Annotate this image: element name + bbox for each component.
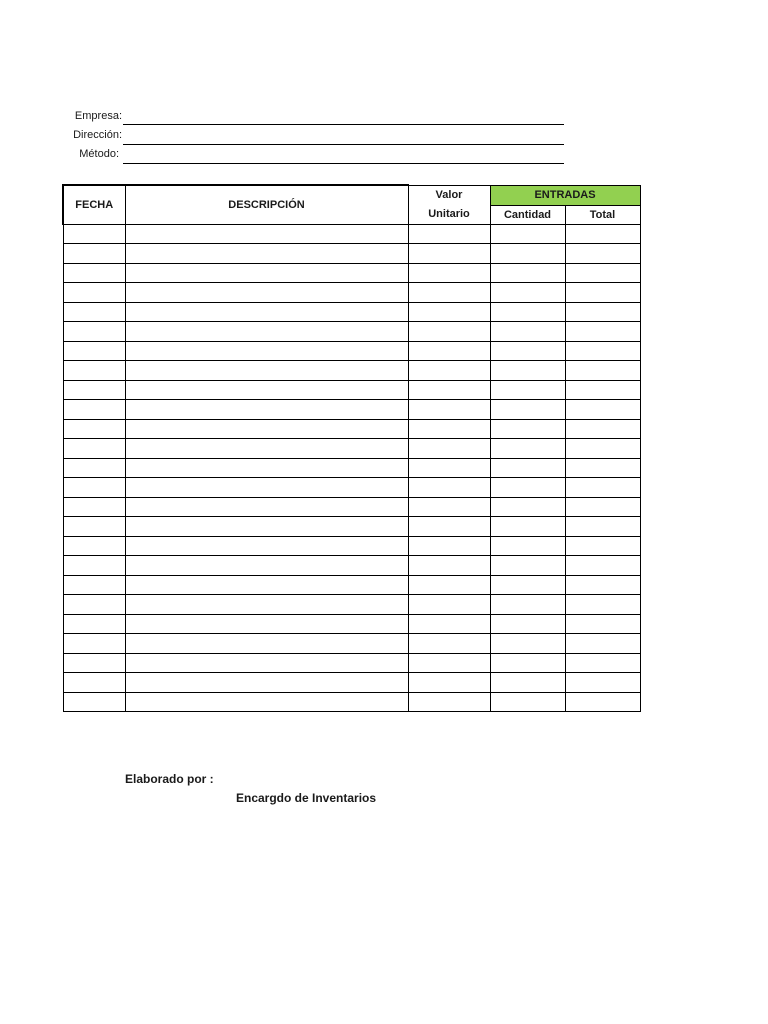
metodo-label: Método: <box>79 148 119 160</box>
table-row <box>63 380 640 400</box>
cell-descripcion[interactable] <box>125 478 408 498</box>
cell-cantidad[interactable] <box>490 692 565 712</box>
cell-valor[interactable] <box>408 614 490 634</box>
col-unitario-header: Unitario <box>408 205 490 224</box>
cell-descripcion[interactable] <box>125 653 408 673</box>
cell-valor[interactable] <box>408 322 490 342</box>
cell-cantidad[interactable] <box>490 224 565 244</box>
cell-cantidad[interactable] <box>490 439 565 459</box>
table-row <box>63 224 640 244</box>
col-total-header: Total <box>565 205 640 224</box>
table-row <box>63 341 640 361</box>
cell-valor[interactable] <box>408 302 490 322</box>
cell-total[interactable] <box>565 361 640 381</box>
cell-cantidad[interactable] <box>490 595 565 615</box>
cell-total[interactable] <box>565 400 640 420</box>
cell-descripcion[interactable] <box>125 614 408 634</box>
cell-cantidad[interactable] <box>490 302 565 322</box>
cell-descripcion[interactable] <box>125 458 408 478</box>
metodo-field[interactable] <box>123 163 564 164</box>
table-row <box>63 595 640 615</box>
cell-valor[interactable] <box>408 224 490 244</box>
cell-valor[interactable] <box>408 283 490 303</box>
cell-valor[interactable] <box>408 556 490 576</box>
cell-fecha[interactable] <box>63 536 125 556</box>
table-row <box>63 283 640 303</box>
cell-total[interactable] <box>565 556 640 576</box>
table-row <box>63 302 640 322</box>
cell-total[interactable] <box>565 517 640 537</box>
cell-descripcion[interactable] <box>125 400 408 420</box>
cell-cantidad[interactable] <box>490 244 565 264</box>
cell-descripcion[interactable] <box>125 224 408 244</box>
cell-valor[interactable] <box>408 458 490 478</box>
cell-cantidad[interactable] <box>490 341 565 361</box>
cell-fecha[interactable] <box>63 614 125 634</box>
table-row <box>63 692 640 712</box>
cell-valor[interactable] <box>408 692 490 712</box>
cell-fecha[interactable] <box>63 458 125 478</box>
cell-total[interactable] <box>565 653 640 673</box>
table-row <box>63 634 640 654</box>
cell-valor[interactable] <box>408 400 490 420</box>
cell-cantidad[interactable] <box>490 419 565 439</box>
cell-cantidad[interactable] <box>490 634 565 654</box>
cell-fecha[interactable] <box>63 673 125 693</box>
cell-total[interactable] <box>565 322 640 342</box>
table-row <box>63 400 640 420</box>
table-row <box>63 439 640 459</box>
cell-descripcion[interactable] <box>125 556 408 576</box>
table-row <box>63 653 640 673</box>
cell-cantidad[interactable] <box>490 536 565 556</box>
table-row <box>63 497 640 517</box>
cell-descripcion[interactable] <box>125 419 408 439</box>
cell-cantidad[interactable] <box>490 673 565 693</box>
cell-cantidad[interactable] <box>490 322 565 342</box>
cell-valor[interactable] <box>408 517 490 537</box>
cell-fecha[interactable] <box>63 263 125 283</box>
table-row <box>63 575 640 595</box>
cell-valor[interactable] <box>408 497 490 517</box>
cell-cantidad[interactable] <box>490 653 565 673</box>
cell-fecha[interactable] <box>63 361 125 381</box>
cell-total[interactable] <box>565 575 640 595</box>
col-valor-header: Valor <box>408 185 490 205</box>
cell-total[interactable] <box>565 224 640 244</box>
table-row <box>63 419 640 439</box>
cell-fecha[interactable] <box>63 419 125 439</box>
cell-total[interactable] <box>565 478 640 498</box>
cell-valor[interactable] <box>408 595 490 615</box>
table-row <box>63 536 640 556</box>
cell-total[interactable] <box>565 595 640 615</box>
table-row <box>63 478 640 498</box>
col-descripcion-header: DESCRIPCIÓN <box>125 185 408 224</box>
cell-descripcion[interactable] <box>125 439 408 459</box>
cell-fecha[interactable] <box>63 400 125 420</box>
cell-total[interactable] <box>565 263 640 283</box>
cell-valor[interactable] <box>408 361 490 381</box>
cell-descripcion[interactable] <box>125 536 408 556</box>
cell-valor[interactable] <box>408 380 490 400</box>
cell-valor[interactable] <box>408 419 490 439</box>
cell-valor[interactable] <box>408 478 490 498</box>
table-body <box>63 224 640 712</box>
cell-total[interactable] <box>565 283 640 303</box>
cell-total[interactable] <box>565 497 640 517</box>
cell-total[interactable] <box>565 419 640 439</box>
cell-descripcion[interactable] <box>125 497 408 517</box>
cell-cantidad[interactable] <box>490 283 565 303</box>
cell-cantidad[interactable] <box>490 400 565 420</box>
cell-total[interactable] <box>565 634 640 654</box>
cell-valor[interactable] <box>408 244 490 264</box>
cell-fecha[interactable] <box>63 634 125 654</box>
cell-total[interactable] <box>565 341 640 361</box>
col-cantidad-header: Cantidad <box>490 205 565 224</box>
table-row <box>63 556 640 576</box>
cell-cantidad[interactable] <box>490 497 565 517</box>
cell-descripcion[interactable] <box>125 634 408 654</box>
cell-valor[interactable] <box>408 673 490 693</box>
cell-total[interactable] <box>565 439 640 459</box>
table-header-row <box>63 185 640 205</box>
cell-fecha[interactable] <box>63 692 125 712</box>
cell-total[interactable] <box>565 536 640 556</box>
cell-descripcion[interactable] <box>125 244 408 264</box>
cell-cantidad[interactable] <box>490 556 565 576</box>
cell-valor[interactable] <box>408 575 490 595</box>
cell-total[interactable] <box>565 302 640 322</box>
cell-total[interactable] <box>565 692 640 712</box>
cell-cantidad[interactable] <box>490 517 565 537</box>
cell-total[interactable] <box>565 380 640 400</box>
cell-cantidad[interactable] <box>490 575 565 595</box>
cell-fecha[interactable] <box>63 341 125 361</box>
table-row <box>63 517 640 537</box>
cell-valor[interactable] <box>408 634 490 654</box>
cargo-label: Encargdo de Inventarios <box>236 791 377 805</box>
cell-total[interactable] <box>565 458 640 478</box>
table-row <box>63 673 640 693</box>
cell-descripcion[interactable] <box>125 322 408 342</box>
cell-descripcion[interactable] <box>125 283 408 303</box>
cell-fecha[interactable] <box>63 517 125 537</box>
cell-descripcion[interactable] <box>125 380 408 400</box>
cell-fecha[interactable] <box>63 224 125 244</box>
cell-descripcion[interactable] <box>125 517 408 537</box>
cell-fecha[interactable] <box>63 595 125 615</box>
empresa-field[interactable] <box>123 124 564 125</box>
table-row <box>63 614 640 634</box>
cell-fecha[interactable] <box>63 478 125 498</box>
cell-cantidad[interactable] <box>490 614 565 634</box>
elaborado-label: Elaborado por : <box>125 772 214 786</box>
entradas-group-header: ENTRADAS <box>490 185 640 205</box>
table-row <box>63 244 640 264</box>
cell-descripcion[interactable] <box>125 341 408 361</box>
direccion-field[interactable] <box>123 144 564 145</box>
cell-fecha[interactable] <box>63 575 125 595</box>
cell-fecha[interactable] <box>63 302 125 322</box>
table-row <box>63 263 640 283</box>
cell-fecha[interactable] <box>63 322 125 342</box>
cell-descripcion[interactable] <box>125 595 408 615</box>
cell-valor[interactable] <box>408 653 490 673</box>
cell-descripcion[interactable] <box>125 673 408 693</box>
cell-total[interactable] <box>565 244 640 264</box>
cell-fecha[interactable] <box>63 244 125 264</box>
cell-valor[interactable] <box>408 439 490 459</box>
table-row <box>63 361 640 381</box>
inventory-table <box>62 184 641 712</box>
cell-fecha[interactable] <box>63 380 125 400</box>
cell-fecha[interactable] <box>63 283 125 303</box>
cell-descripcion[interactable] <box>125 361 408 381</box>
cell-valor[interactable] <box>408 536 490 556</box>
direccion-label: Dirección: <box>73 129 122 141</box>
cell-cantidad[interactable] <box>490 478 565 498</box>
col-fecha-header: FECHA <box>63 185 125 224</box>
cell-fecha[interactable] <box>63 653 125 673</box>
cell-descripcion[interactable] <box>125 692 408 712</box>
cell-fecha[interactable] <box>63 556 125 576</box>
cell-fecha[interactable] <box>63 439 125 459</box>
cell-fecha[interactable] <box>63 497 125 517</box>
cell-total[interactable] <box>565 673 640 693</box>
cell-valor[interactable] <box>408 341 490 361</box>
table-row <box>63 458 640 478</box>
table-row <box>63 322 640 342</box>
cell-descripcion[interactable] <box>125 302 408 322</box>
cell-descripcion[interactable] <box>125 575 408 595</box>
cell-descripcion[interactable] <box>125 263 408 283</box>
cell-cantidad[interactable] <box>490 361 565 381</box>
cell-valor[interactable] <box>408 263 490 283</box>
cell-cantidad[interactable] <box>490 458 565 478</box>
empresa-label: Empresa: <box>74 110 122 122</box>
cell-cantidad[interactable] <box>490 380 565 400</box>
cell-total[interactable] <box>565 614 640 634</box>
cell-cantidad[interactable] <box>490 263 565 283</box>
